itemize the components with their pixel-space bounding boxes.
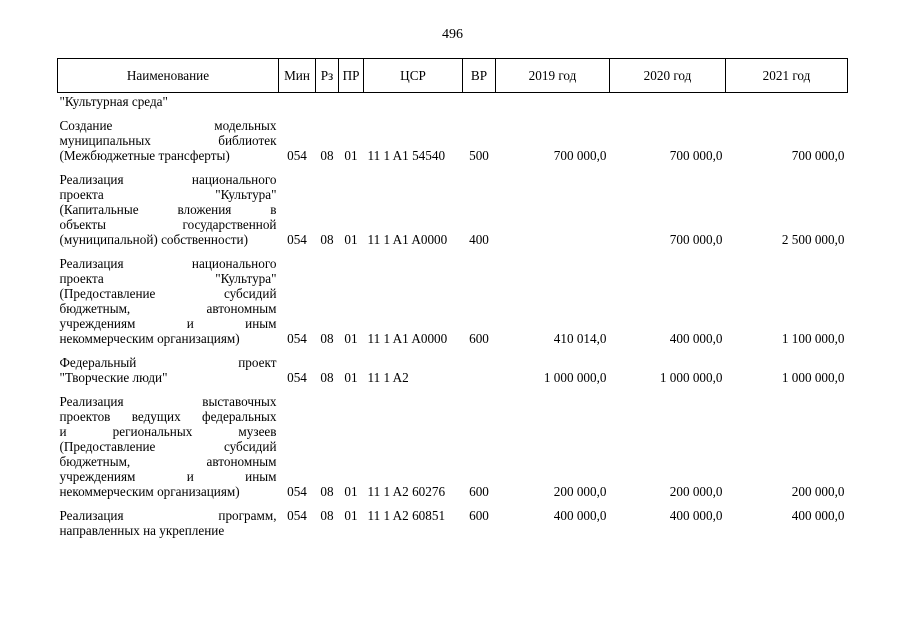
row-name-line: Реализация выставочных xyxy=(59,394,277,409)
row-name-line: муниципальных библиотек xyxy=(59,133,277,148)
row-name-line: бюджетным, автономным xyxy=(59,301,277,316)
row-name-line: (Предоставление субсидий xyxy=(59,439,277,454)
row-min: 054 xyxy=(287,508,307,523)
row-name-line: некоммерческим организациям) xyxy=(59,484,240,499)
row-min: 054 xyxy=(287,232,307,247)
row-name-line: Реализация программ, xyxy=(59,508,277,523)
row-2021: 1 100 000,0 xyxy=(781,331,845,346)
row-name-line: (Межбюджетные трансферты) xyxy=(59,148,230,163)
row-name-line: и региональных музеев xyxy=(59,424,277,439)
row-min: 054 xyxy=(287,148,307,163)
row-name-line: Создание модельных xyxy=(59,118,277,133)
row-vr: 600 xyxy=(469,508,489,523)
table-row xyxy=(58,499,848,538)
continuation-text: "Культурная среда" xyxy=(59,94,168,109)
row-2019: 700 000,0 xyxy=(553,148,607,163)
row-rz: 08 xyxy=(320,370,334,385)
row-name xyxy=(58,499,279,538)
row-2021: 1 000 000,0 xyxy=(781,370,845,385)
header-vr: ВР xyxy=(463,59,496,93)
continuation-row xyxy=(58,93,848,110)
header-min: Мин xyxy=(279,59,316,93)
row-vr: 500 xyxy=(469,148,489,163)
row-name-line: некоммерческим организациям) xyxy=(59,331,240,346)
row-rz: 08 xyxy=(320,232,334,247)
row-pr: 01 xyxy=(344,148,358,163)
row-pr: 01 xyxy=(344,232,358,247)
table-row xyxy=(58,346,848,385)
header-pr: ПР xyxy=(339,59,364,93)
row-2019: 200 000,0 xyxy=(553,484,607,499)
row-rz: 08 xyxy=(320,484,334,499)
row-csr: 11 1 A2 60276 xyxy=(367,484,446,499)
table-row xyxy=(58,109,848,163)
row-2019: 410 014,0 xyxy=(553,331,607,346)
table-row xyxy=(58,163,848,247)
row-name xyxy=(58,346,279,385)
row-name-line: Реализация национального xyxy=(59,172,277,187)
row-2021: 400 000,0 xyxy=(791,508,845,523)
header-2020: 2020 год xyxy=(610,59,726,93)
row-rz: 08 xyxy=(320,331,334,346)
row-2020: 1 000 000,0 xyxy=(659,370,723,385)
row-name xyxy=(58,385,279,499)
row-name-line: Реализация национального xyxy=(59,256,277,271)
row-name-line: (Предоставление субсидий xyxy=(59,286,277,301)
table-header xyxy=(58,59,848,93)
header-name: Наименование xyxy=(58,59,279,93)
row-csr: 11 1 A1 54540 xyxy=(367,148,446,163)
budget-table xyxy=(57,58,848,538)
row-2020: 200 000,0 xyxy=(669,484,723,499)
row-name-line: Федеральный проект xyxy=(59,355,277,370)
row-name-line: (Капитальные вложения в xyxy=(59,202,277,217)
row-name-line: объекты государственной xyxy=(59,217,277,232)
row-2020: 700 000,0 xyxy=(669,148,723,163)
table-body xyxy=(58,93,848,539)
row-2019: 1 000 000,0 xyxy=(543,370,607,385)
row-name-line: бюджетным, автономным xyxy=(59,454,277,469)
row-name-line: "Творческие люди" xyxy=(59,370,168,385)
row-2021: 2 500 000,0 xyxy=(781,232,845,247)
row-name xyxy=(58,247,279,346)
row-name-line: учреждениям и иным xyxy=(59,469,277,484)
table-row xyxy=(58,247,848,346)
row-2021: 700 000,0 xyxy=(791,148,845,163)
row-name-line: проекта "Культура" xyxy=(59,187,277,202)
row-2020: 400 000,0 xyxy=(669,331,723,346)
row-min: 054 xyxy=(287,331,307,346)
header-2021: 2021 год xyxy=(726,59,848,93)
row-2020: 400 000,0 xyxy=(669,508,723,523)
row-vr: 600 xyxy=(469,484,489,499)
row-name-line: учреждениям и иным xyxy=(59,316,277,331)
row-vr xyxy=(463,346,496,385)
header-2019: 2019 год xyxy=(496,59,610,93)
row-name-line: проектов ведущих федеральных xyxy=(59,409,277,424)
row-name xyxy=(58,163,279,247)
table-row xyxy=(58,385,848,499)
row-2020: 700 000,0 xyxy=(669,232,723,247)
row-pr: 01 xyxy=(344,370,358,385)
row-min: 054 xyxy=(287,484,307,499)
row-vr: 400 xyxy=(469,232,489,247)
header-csr: ЦСР xyxy=(364,59,463,93)
row-csr: 11 1 A2 60851 xyxy=(367,508,446,523)
header-rz: Рз xyxy=(316,59,339,93)
row-csr: 11 1 A1 A0000 xyxy=(367,331,448,346)
row-2019 xyxy=(496,163,610,247)
row-name-line: проекта "Культура" xyxy=(59,271,277,286)
row-csr: 11 1 A2 xyxy=(367,370,409,385)
row-2019: 400 000,0 xyxy=(553,508,607,523)
row-name-line: (муниципальной) собственности) xyxy=(59,232,248,247)
row-rz: 08 xyxy=(320,508,334,523)
row-name xyxy=(58,109,279,163)
row-pr: 01 xyxy=(344,508,358,523)
row-rz: 08 xyxy=(320,148,334,163)
page-number: 496 xyxy=(442,27,463,42)
row-min: 054 xyxy=(287,370,307,385)
row-pr: 01 xyxy=(344,331,358,346)
row-pr: 01 xyxy=(344,484,358,499)
row-csr: 11 1 A1 A0000 xyxy=(367,232,448,247)
row-2021: 200 000,0 xyxy=(791,484,845,499)
row-name-line: направленных на укрепление xyxy=(59,523,225,538)
row-vr: 600 xyxy=(469,331,489,346)
